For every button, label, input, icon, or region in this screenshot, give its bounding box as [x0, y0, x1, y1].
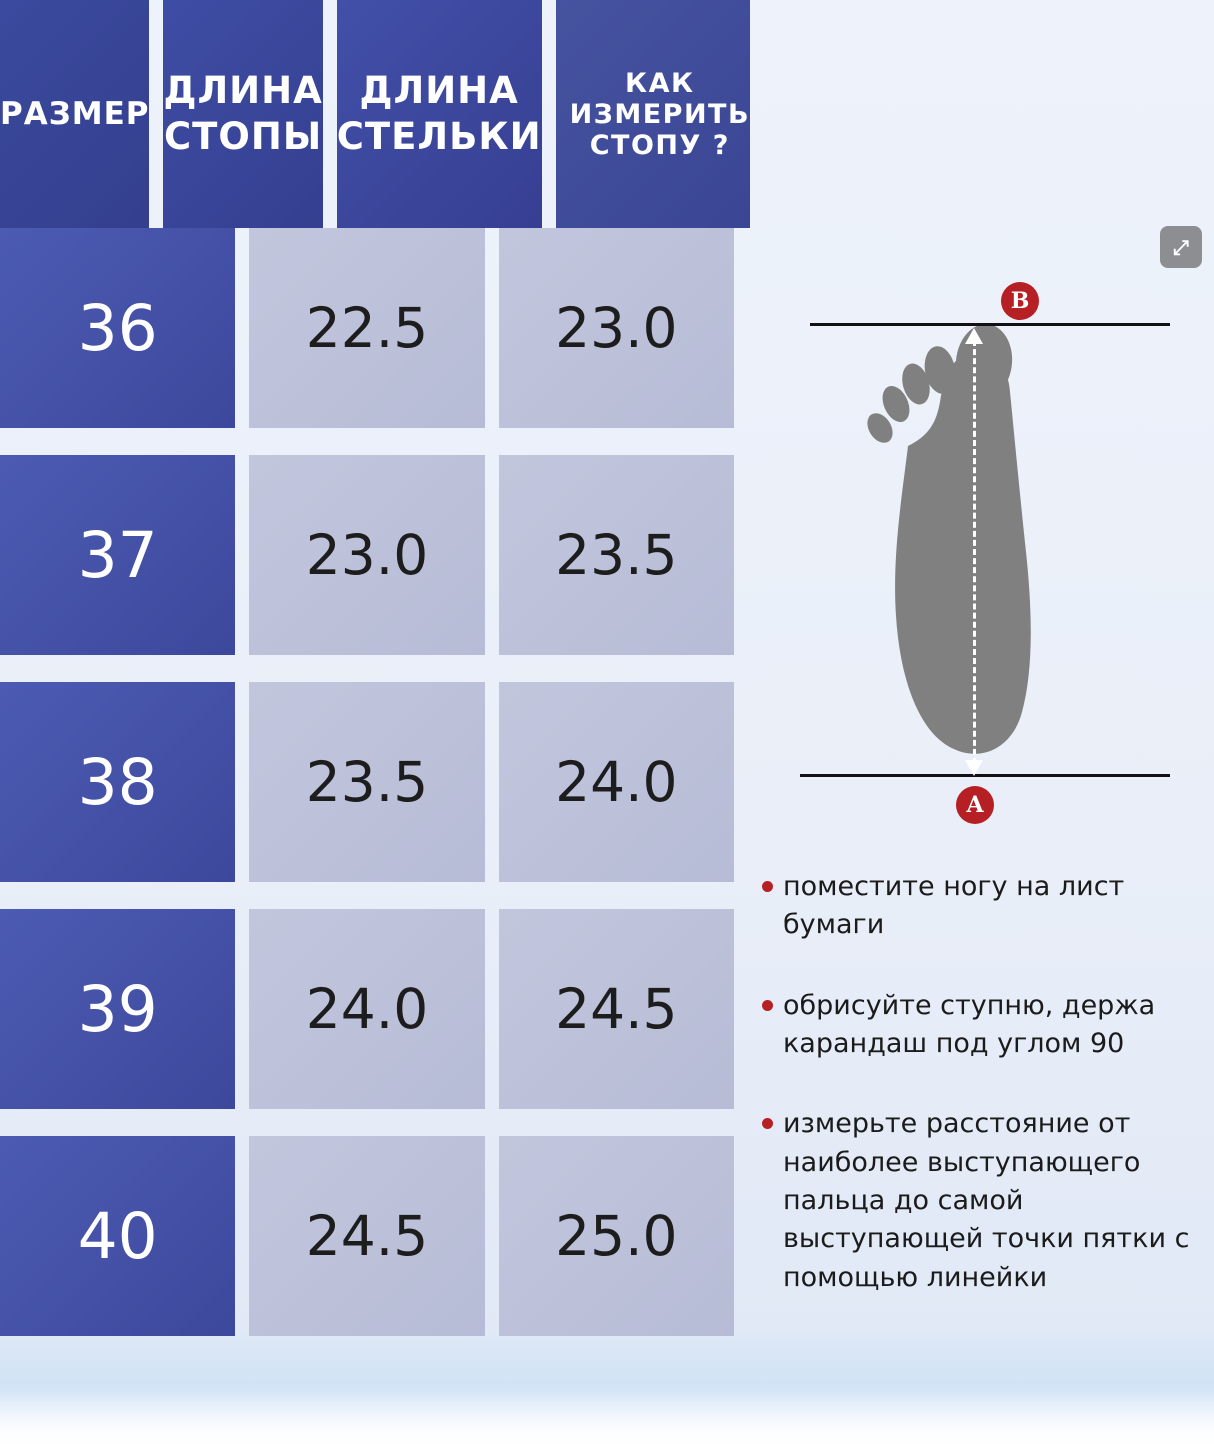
cell-insole-length: 25.0 — [499, 1136, 734, 1336]
header-size: РАЗМЕР — [0, 0, 149, 228]
step-text: поместите ногу на лист бумаги — [783, 871, 1125, 941]
cell-foot-length: 23.0 — [249, 455, 484, 655]
table-row — [0, 909, 748, 1136]
bullet-icon — [762, 881, 773, 892]
table-row — [0, 228, 748, 455]
foot-measure-diagram — [762, 240, 1214, 840]
step-text: измерьте расстояние от наиболее выступающего пальца до самой выступающей точки пятки с помощью линейки — [783, 1108, 1190, 1293]
table-row — [0, 455, 748, 682]
header-foot-length: ДЛИНА СТОПЫ — [163, 0, 322, 228]
expand-image-button[interactable]: ⤢ — [1160, 226, 1202, 268]
cell-size: 40 — [0, 1136, 235, 1336]
cell-size: 36 — [0, 228, 235, 428]
table-header-row — [0, 0, 751, 228]
bullet-icon — [762, 1000, 773, 1011]
cell-size: 37 — [0, 455, 235, 655]
step-text: обрисуйте ступню, держа карандаш под углом 90 — [783, 989, 1156, 1059]
how-to-measure-panel — [762, 235, 1214, 1293]
measure-arrow-icon — [972, 328, 976, 776]
bullet-icon — [762, 1118, 773, 1129]
header-how-to-measure: КАК ИЗМЕРИТЬ СТОПУ ? — [556, 0, 750, 228]
header-insole-length: ДЛИНА СТЕЛЬКИ — [337, 0, 542, 228]
cell-size: 39 — [0, 909, 235, 1109]
cell-foot-length: 24.0 — [249, 909, 484, 1109]
cell-insole-length: 23.0 — [499, 228, 734, 428]
cell-foot-length: 23.5 — [249, 682, 484, 882]
list-item — [762, 987, 1214, 1064]
list-item — [762, 1105, 1214, 1297]
cell-foot-length: 22.5 — [249, 228, 484, 428]
table-row — [0, 682, 748, 909]
marker-b-icon: B — [1001, 282, 1039, 320]
cell-insole-length: 24.5 — [499, 909, 734, 1109]
measure-steps-list — [762, 868, 1214, 1339]
cell-insole-length: 24.0 — [499, 682, 734, 882]
cell-foot-length: 24.5 — [249, 1136, 484, 1336]
cell-insole-length: 23.5 — [499, 455, 734, 655]
measure-line-bottom — [800, 774, 1170, 777]
foot-outline-icon — [862, 326, 1062, 774]
cell-size: 38 — [0, 682, 235, 882]
list-item — [762, 868, 1214, 945]
table-row — [0, 1136, 748, 1363]
marker-a-icon: A — [956, 786, 994, 824]
